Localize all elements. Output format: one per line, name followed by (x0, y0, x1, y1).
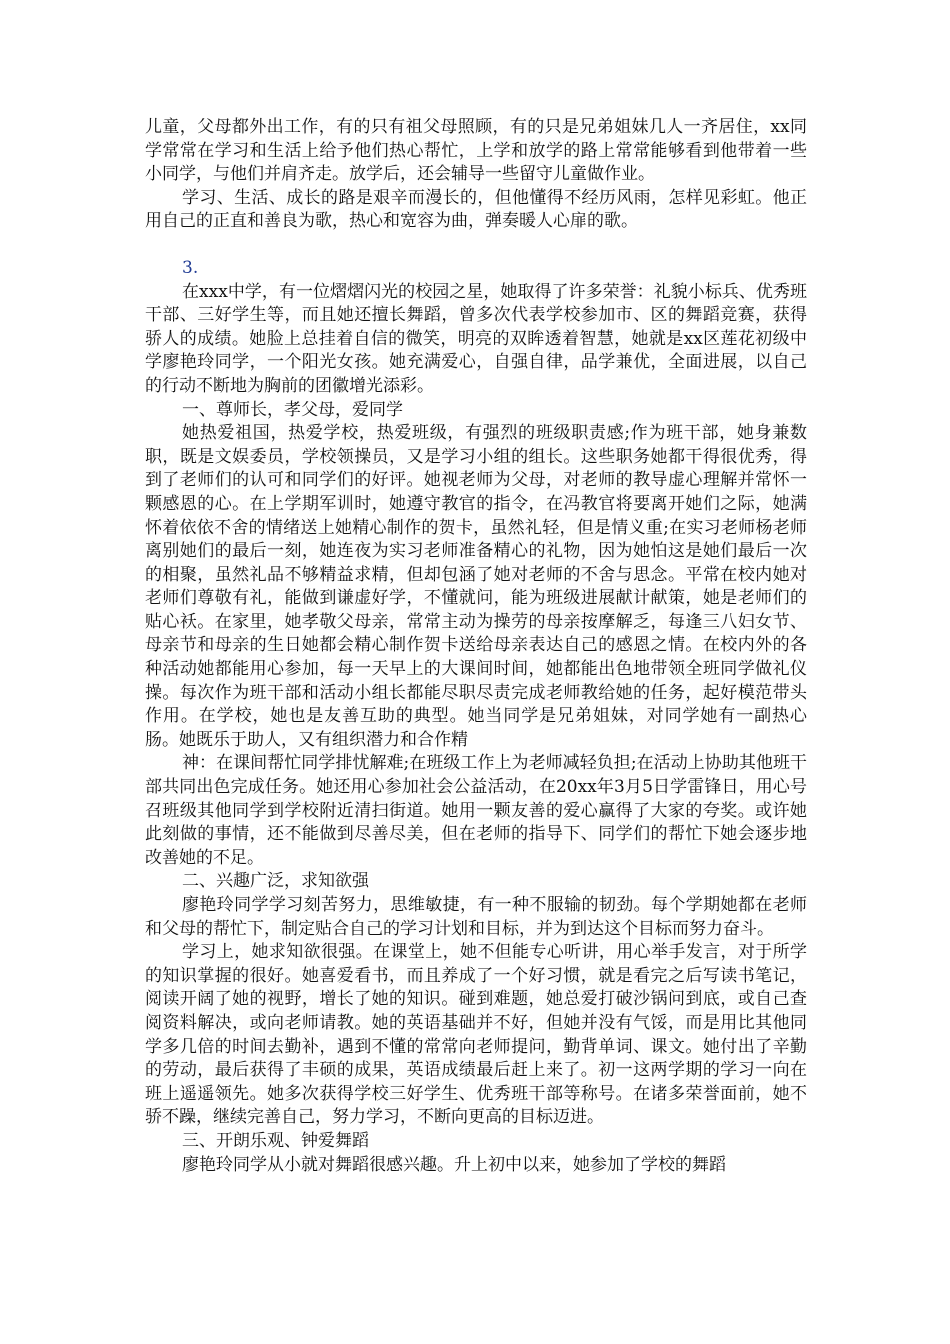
paragraph: 儿童，父母都外出工作，有的只有祖父母照顾，有的只是兄弟姐妹几人一齐居住，xx同学常常在学习和生活上给予他们热心帮忙，上学和放学的路上常常能够看到他带着一些小同学，与他们并肩齐走。放学后，还会辅导一些留守儿童做作业。 (145, 117, 807, 185)
paragraph: 学习上，她求知欲很强。在课堂上，她不但能专心听讲，用心举手发言，对于所学的知识掌握的很好。她喜爱看书，而且养成了一个好习惯，就是看完之后写读书笔记，阅读开阔了她的视野，增长了她的知识。碰到难题，她总爱打破沙锅问到底，或自己查阅资料解决，或向老师请教。她的英语基础并不好，但她并没有气馁，而是用比其他同学多几倍的时间去勤补，遇到不懂的常常向老师提问，勤背单词、课文。她付出了辛勤的劳动，最后获得了丰硕的成果，英语成绩最后赶上来了。初一这两学期的学习一向在班上遥遥领先。她多次获得学校三好学生、优秀班干部等称号。在诸多荣誉面前，她不骄不躁，继续完善自己，努力学习，不断向更高的目标迈进。 (145, 942, 807, 1128)
paragraph: 神：在课间帮忙同学排忧解难;在班级工作上为老师减轻负担;在活动上协助其他班干部共同出色完成任务。她还用心参加社会公益活动，在20xx年3月5日学雷锋日，用心号召班级其他同学到学校附近清扫街道。她用一颗友善的爱心赢得了大家的夸奖。或许她此刻做的事情，还不能做到尽善尽美，但在老师的指导下、同学们的帮忙下她会逐步地改善她的不足。 (145, 753, 807, 868)
paragraph: 学习、生活、成长的路是艰辛而漫长的，但他懂得不经历风雨，怎样见彩虹。他正用自己的正直和善良为歌，热心和宽容为曲，弹奏暖人心扉的歌。 (145, 187, 807, 232)
paragraph: 廖艳玲同学从小就对舞蹈很感兴趣。升上初中以来，她参加了学校的舞蹈 (182, 1154, 726, 1175)
section-number: 3. (182, 257, 199, 278)
paragraph: 在xxx中学，有一位熠熠闪光的校园之星，她取得了许多荣誉：礼貌小标兵、优秀班干部、三好学生等，而且她还擅长舞蹈，曾多次代表学校参加市、区的舞蹈竞赛，获得骄人的成绩。她脸上总挂着自信的微笑，明亮的双眸透着智慧，她就是xx区莲花初级中学廖艳玲同学，一个阳光女孩。她充满爱心，自强自律，品学兼优，全面进展，以自己的行动不断地为胸前的团徽增光添彩。 (145, 281, 807, 396)
paragraph: 她热爱祖国，热爱学校，热爱班级，有强烈的班级职责感;作为班干部，她身兼数职，既是文娱委员，学校领操员，又是学习小组的组长。这些职务她都干得很优秀，得到了老师们的认可和同学们的好评。她视老师为父母，对老师的教导虚心理解并常怀一颗感恩的心。在上学期军训时，她遵守教官的指令，在冯教官将要离开她们之际，她满怀着依依不舍的情绪送上她精心制作的贺卡，虽然礼轻，但是情义重;在实习老师杨老师离别她们的最后一刻，她连夜为实习老师准备精心的礼物，因为她怕这是她们最后一次的相聚，虽然礼品不够精益求精，但却包涵了她对老师的不舍与思念。平常在校内她对老师们尊敬有礼，能做到谦虚好学，不懂就问，能为班级进展献计献策，她是老师们的贴心袄。在家里，她孝敬父母亲，常常主动为操劳的母亲按摩解乏，每逢三八妇女节、母亲节和母亲的生日她都会精心制作贺卡送给母亲表达自己的感恩之情。在校内外的各种活动她都能用心参加，每一天早上的大课间时间，她都能出色地带领全班同学做礼仪操。每次作为班干部和活动小组长都能尽职尽责完成老师教给她的任务，起好模范带头作用。在学校，她也是友善互助的典型。她当同学是兄弟姐妹，对同学她有一副热心肠。她既乐于助人，又有组织潜力和合作精 (145, 423, 807, 750)
paragraph: 廖艳玲同学学习刻苦努力，思维敏捷，有一种不服输的韧劲。每个学期她都在老师和父母的帮忙下，制定贴合自己的学习计划和目标，并为到达这个目标而努力奋斗。 (145, 895, 807, 939)
section-heading: 二、兴趣广泛，求知欲强 (182, 871, 369, 892)
document-body (145, 116, 807, 1177)
section-heading: 一、尊师长，孝父母，爱同学 (182, 399, 403, 420)
section-heading: 三、开朗乐观、钟爱舞蹈 (182, 1130, 369, 1151)
paragraph-gap (145, 234, 807, 257)
